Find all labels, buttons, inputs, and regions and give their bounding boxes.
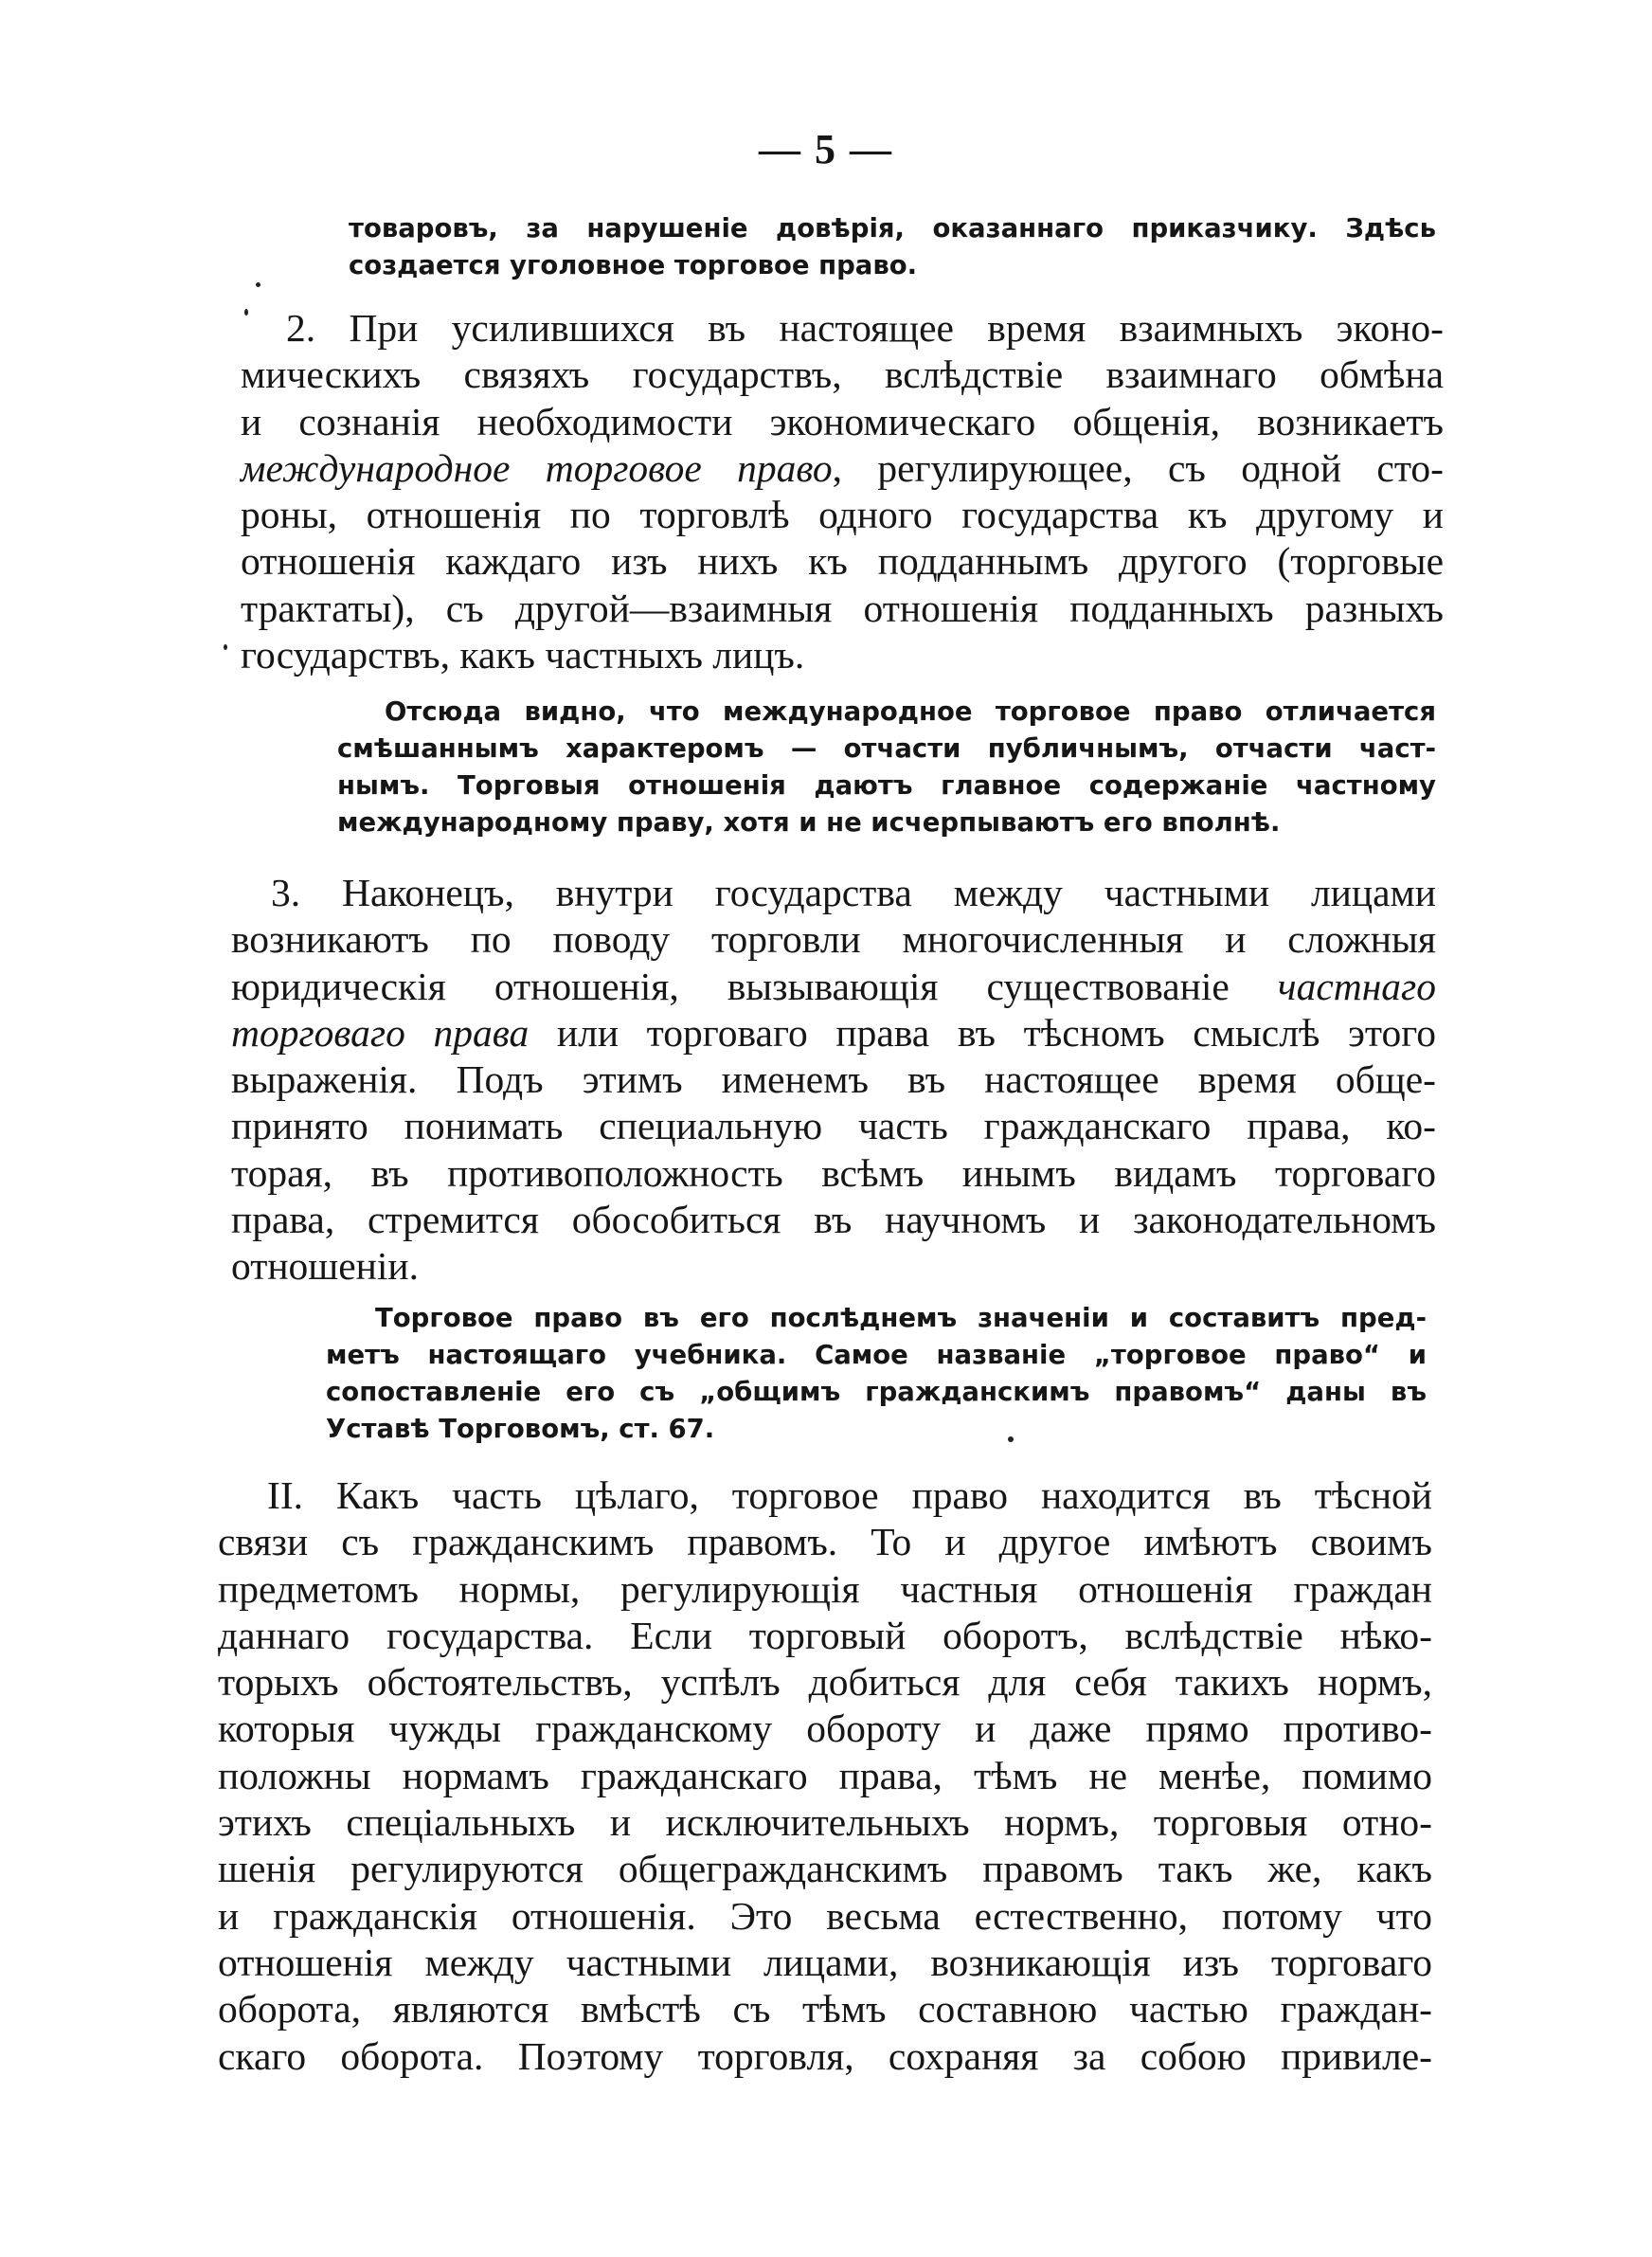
text-line: Отсюда видно, что международное торговое право отличается	[385, 696, 1436, 727]
text-line: торыхъ обстоятельствъ, успѣлъ добиться для себя такихъ нормъ,	[218, 1660, 1432, 1705]
italic-term: международное торговое право	[241, 445, 833, 490]
ink-speck	[256, 282, 260, 287]
paragraph-II	[218, 1472, 1432, 2080]
text-line: которыя чужды гражданскому обороту и даже прямо противо-	[218, 1706, 1432, 1751]
ink-speck	[224, 644, 227, 650]
text-line: даннаго государства. Если торговый оборотъ, вслѣдствіе нѣко-	[218, 1613, 1432, 1657]
note-2	[337, 694, 1436, 841]
paragraph-3	[231, 870, 1436, 1291]
text-line: метъ настоящаго учебника. Самое названіе „торговое право“ и	[326, 1340, 1427, 1370]
text-line: права, стремится обособиться въ научномъ и законодательномъ	[231, 1198, 1436, 1242]
text-fragment: юридическія отношенія, вызывающія существованіе	[231, 964, 1278, 1008]
text-fragment: , регулирующее, съ одной сто-	[832, 445, 1444, 490]
text-line: роны, отношенія по торговлѣ одного государства къ другому и	[241, 493, 1444, 537]
text-line: государствъ, какъ частныхъ лицъ.	[241, 633, 805, 677]
note-3	[326, 1300, 1427, 1448]
italic-term: торговаго права	[231, 1010, 530, 1055]
ink-speck	[1008, 1436, 1014, 1442]
text-line: мическихъ связяхъ государствъ, вслѣдствіе взаимнаго обмѣна	[241, 352, 1444, 397]
text-line: нымъ. Торговыя отношенія даютъ главное содержаніе частному	[337, 770, 1436, 801]
text-line: шенія регулируются общегражданскимъ правомъ такъ же, какъ	[218, 1847, 1432, 1891]
text-line: выраженія. Подъ этимъ именемъ въ настоящее время обще-	[231, 1057, 1436, 1102]
text-line: отношенія между частными лицами, возникающія изъ торговаго	[218, 1940, 1432, 1984]
text-line	[231, 1010, 1436, 1056]
text-line: и сознанія необходимости экономическаго общенія, возникаетъ	[241, 399, 1444, 443]
italic-term: частнаго	[1277, 964, 1436, 1008]
text-line: отношеніи.	[231, 1244, 419, 1289]
text-line: и гражданскія отношенія. Это весьма естественно, потому что	[218, 1893, 1432, 1938]
text-line: 3. Наконецъ, внутри государства между частными лицами	[271, 871, 1436, 914]
text-line: Торговое право въ его послѣднемъ значеніи и составитъ пред-	[375, 1303, 1427, 1333]
text-line: предметомъ нормы, регулирующія частныя отношенія граждан	[218, 1566, 1432, 1611]
text-line: торая, въ противоположность всѣмъ инымъ видамъ торговаго	[231, 1150, 1436, 1195]
text-line: положны нормамъ гражданскаго права, тѣмъ не менѣе, помимо	[218, 1753, 1432, 1797]
note-top	[349, 210, 1436, 284]
text-line: принято понимать специальную часть гражданскаго права, ко-	[231, 1104, 1436, 1148]
text-line: отношенія каждаго изъ нихъ къ подданнымъ другого (торговые	[241, 539, 1444, 584]
text-line: создается уголовное торговое право.	[349, 250, 918, 280]
text-line: 2. При усилившихся въ настоящее время взаимныхъ эконо-	[286, 306, 1444, 350]
text-line: сопоставленіе его съ „общимъ гражданскимъ правомъ“ даны въ	[326, 1377, 1427, 1407]
text-line: смѣшаннымъ характеромъ — отчасти публичнымъ, отчасти част-	[337, 733, 1436, 764]
text-line: связи съ гражданскимъ правомъ. То и другое имѣютъ своимъ	[218, 1520, 1432, 1564]
paragraph-2	[241, 305, 1444, 678]
text-fragment: или торговаго права въ тѣсномъ смыслѣ этого	[529, 1010, 1436, 1055]
text-line	[231, 964, 1436, 1010]
text-line: товаровъ, за нарушеніе довѣрія, оказаннаго приказчику. Здѣсь	[349, 213, 1436, 244]
page-number: — 5 —	[759, 126, 893, 172]
text-line: возникаютъ по поводу торговли многочисленныя и сложныя	[231, 917, 1436, 962]
text-line: этихъ спеціальныхъ и исключительныхъ нормъ, торговыя отно-	[218, 1800, 1432, 1845]
text-line: II. Какъ часть цѣлаго, торговое право находится въ тѣсной	[267, 1473, 1432, 1517]
text-line: трактаты), съ другой—взаимныя отношенія подданныхъ разныхъ	[241, 586, 1444, 630]
text-line: Уставѣ Торговомъ, ст. 67.	[326, 1414, 715, 1444]
text-line	[241, 445, 1444, 492]
text-line: оборота, являются вмѣстѣ съ тѣмъ составною частью граждан-	[218, 1987, 1432, 2031]
text-line: международному праву, хотя и не исчерпываютъ его вполнѣ.	[337, 807, 1281, 838]
ink-speck	[244, 309, 248, 316]
text-line: скаго оборота. Поэтому торговля, сохраняя за собою привиле-	[218, 2033, 1432, 2078]
